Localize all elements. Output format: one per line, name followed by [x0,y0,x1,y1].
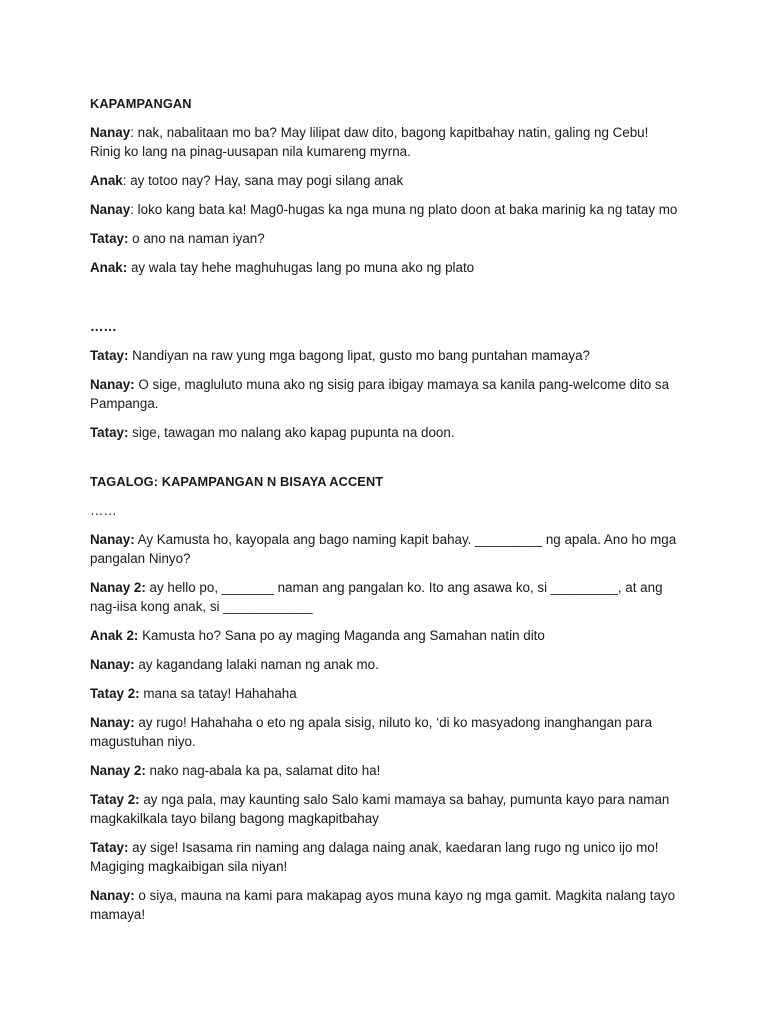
dialogue-line [90,886,680,924]
dialogue-text: Kamusta ho? Sana po ay maging Maganda ang Samahan natin dito [138,628,545,643]
speaker-name: Nanay: [90,888,135,903]
speaker-name: Nanay: [90,657,135,672]
dialogue-line [90,123,680,161]
dialogue-text: ay rugo! Hahahaha o eto ng apala sisig, niluto ko, ‘di ko masyadong inanghangan para magustuhan niyo. [90,715,653,749]
dialogue-line [90,200,680,219]
dialogue-line [90,375,680,413]
dialogue-text: ay wala tay hehe maghuhugas lang po muna ako ng plato [127,260,475,275]
speaker-name: Anak 2: [90,628,139,643]
dialogue-line [90,626,680,645]
speaker-name: Nanay 2: [90,763,146,778]
speaker-name: Nanay 2: [90,580,146,595]
dialogue-line [90,229,680,248]
speaker-name: Tatay 2: [90,686,140,701]
speaker-name: Tatay 2: [90,792,140,807]
dialogue-line [90,530,680,568]
dialogue-text: sige, tawagan mo nalang ako kapag pupunta na doon. [128,425,455,440]
speaker-name: Anak: [90,260,128,275]
speaker-name: Nanay: [90,377,135,392]
blank-space [90,287,680,317]
speaker-colon: : [122,173,127,188]
dialogue-line [90,258,680,277]
dialogue-text: Ay Kamusta ho, kayopala ang bago naming kapit bahay. _________ ng apala. Ano ho mga pangalan Ninyo? [90,532,677,566]
dialogue-line [90,655,680,674]
dialogue-text: ay sige! Isasama rin naming ang dalaga naing anak, kaedaran lang rugo ng unico ijo mo! Magiging magkaibigan sila niyan! [90,840,659,874]
dialogue-text: ay hello po, _______ naman ang pangalan ko. Ito ang asawa ko, si _________, at ang nag-iisa kong anak, si ____________ [90,580,663,614]
speaker-name: Tatay: [90,231,129,246]
speaker-name: Tatay: [90,425,129,440]
speaker-colon: : [130,202,134,217]
dialogue-text: ay nga pala, may kaunting salo Salo kami mamaya sa bahay, pumunta kayo para naman magkakilkala tayo bilang bagong magkapitbahay [90,792,670,826]
dialogue-text: ay totoo nay? Hay, sana may pogi silang anak [126,173,404,188]
speaker-name: Nanay [90,125,131,140]
dialogue-line [90,423,680,442]
dialogue-line [90,790,680,828]
dialogue-text: nak, nabalitaan mo ba? May lilipat daw dito, bagong kapitbahay natin, galing ng Cebu! Rinig ko lang na pinag-uusapan nila kumareng myrna. [90,125,649,159]
dialogue-line [90,171,680,190]
speaker-name: Nanay [90,202,131,217]
speaker-colon: : [130,125,134,140]
dialogue-text: o ano na naman iyan? [128,231,265,246]
document-page [90,94,680,934]
dialogue-text: Nandiyan na raw yung mga bagong lipat, gusto mo bang puntahan mamaya? [128,348,590,363]
dialogue-text: o siya, mauna na kami para makapag ayos muna kayo ng mga gamit. Magkita nalang tayo mamaya! [90,888,676,922]
dialogue-text: loko kang bata ka! Mag0-hugas ka nga muna ng plato doon at baka marinig ka ng tatay mo [133,202,678,217]
blank-space [90,452,680,472]
speaker-name: Tatay: [90,840,129,855]
dialogue-line [90,578,680,616]
dialogue-text: mana sa tatay! Hahahaha [139,686,297,701]
speaker-name: Anak [90,173,123,188]
speaker-name: Nanay: [90,532,135,547]
section-heading-kapampangan: KAPAMPANGAN [90,96,192,111]
scene-separator: …… [90,319,117,334]
dialogue-text: O sige, magluluto muna ako ng sisig para ibigay mamaya sa kanila pang-welcome dito sa Pampanga. [90,377,670,411]
dialogue-line [90,684,680,703]
dialogue-text: nako nag-abala ka pa, salamat dito ha! [145,763,381,778]
speaker-name: Tatay: [90,348,129,363]
section-heading-tagalog: TAGALOG: KAPAMPANGAN N BISAYA ACCENT [90,474,384,489]
dialogue-line [90,761,680,780]
scene-separator: …… [90,503,117,518]
dialogue-line [90,346,680,365]
dialogue-line [90,713,680,751]
dialogue-text: ay kagandang lalaki naman ng anak mo. [134,657,379,672]
dialogue-line [90,838,680,876]
speaker-name: Nanay: [90,715,135,730]
